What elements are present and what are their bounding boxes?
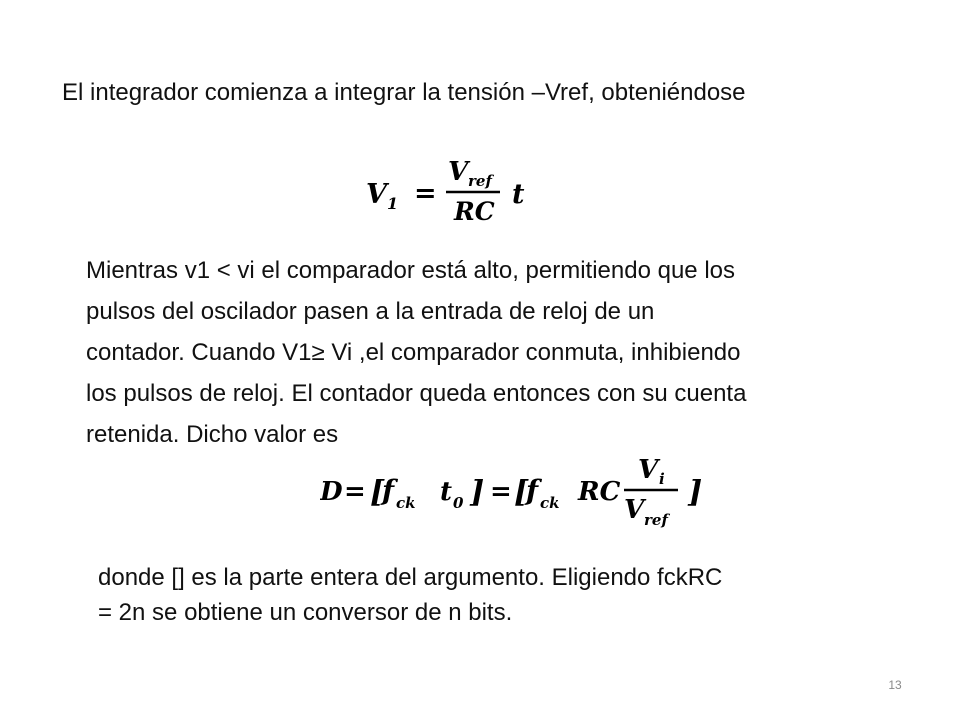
formula-d-numerator: V [638, 456, 659, 485]
formula-d-t0: t [440, 477, 453, 507]
intro-text: El integrador comienza a integrar la tensión –Vref, obteniéndose [62, 79, 746, 106]
formula-v1-numerator: V [448, 157, 469, 187]
formula-v1-equals: = [414, 178, 437, 209]
formula-d-open-bracket-2: [ [514, 475, 529, 510]
conclusion-paragraph [98, 560, 878, 630]
formula-v1 [366, 156, 536, 228]
formula-v1-lhs: V [366, 179, 387, 210]
formula-d-f1-sub: ck [396, 494, 416, 512]
formula-d-denominator: V [624, 495, 645, 525]
paragraph-line: Mientras v1 < vi el comparador está alto, permitiendo que los [86, 257, 735, 284]
formula-d-equals-2: = [490, 477, 512, 507]
formula-v1-denominator: RC [454, 197, 495, 226]
formula-d-f1: f [382, 474, 395, 507]
page-number: 13 [888, 678, 902, 692]
formula-d-f2-sub: ck [540, 494, 560, 512]
formula-v1-svg [366, 156, 536, 228]
formula-d-close-bracket-1: ] [470, 475, 485, 510]
formula-d-lhs: D [320, 477, 343, 507]
formula-d-numerator-sub: i [659, 470, 665, 488]
formula-d-t0-sub: 0 [453, 494, 464, 512]
main-paragraph [86, 250, 896, 455]
formula-d-close-bracket-2: ] [688, 475, 703, 510]
formula-v1-numerator-sub: ref [468, 172, 492, 190]
paragraph-line: los pulsos de reloj. El contador queda entonces con su cuenta [86, 380, 747, 407]
formula-d [320, 456, 710, 532]
formula-d-svg [320, 456, 710, 532]
paragraph-line: retenida. Dicho valor es [86, 421, 339, 448]
conclusion-line: donde [] es la parte entera del argumento. Eligiendo fckRC [98, 564, 723, 591]
formula-d-open-bracket-1: [ [370, 475, 385, 510]
formula-d-rc: RC [578, 477, 621, 507]
formula-d-equals-1: = [344, 477, 366, 507]
formula-d-denominator-sub: ref [644, 511, 668, 529]
formula-d-f2: f [526, 474, 539, 507]
paragraph-line: contador. Cuando V1≥ Vi ,el comparador conmuta, inhibiendo [86, 339, 741, 366]
conclusion-line: = 2n se obtiene un conversor de n bits. [98, 599, 513, 626]
formula-v1-trailing: t [512, 179, 525, 210]
formula-v1-lhs-sub: 1 [387, 194, 399, 213]
paragraph-line: pulsos del oscilador pasen a la entrada de reloj de un [86, 298, 655, 325]
